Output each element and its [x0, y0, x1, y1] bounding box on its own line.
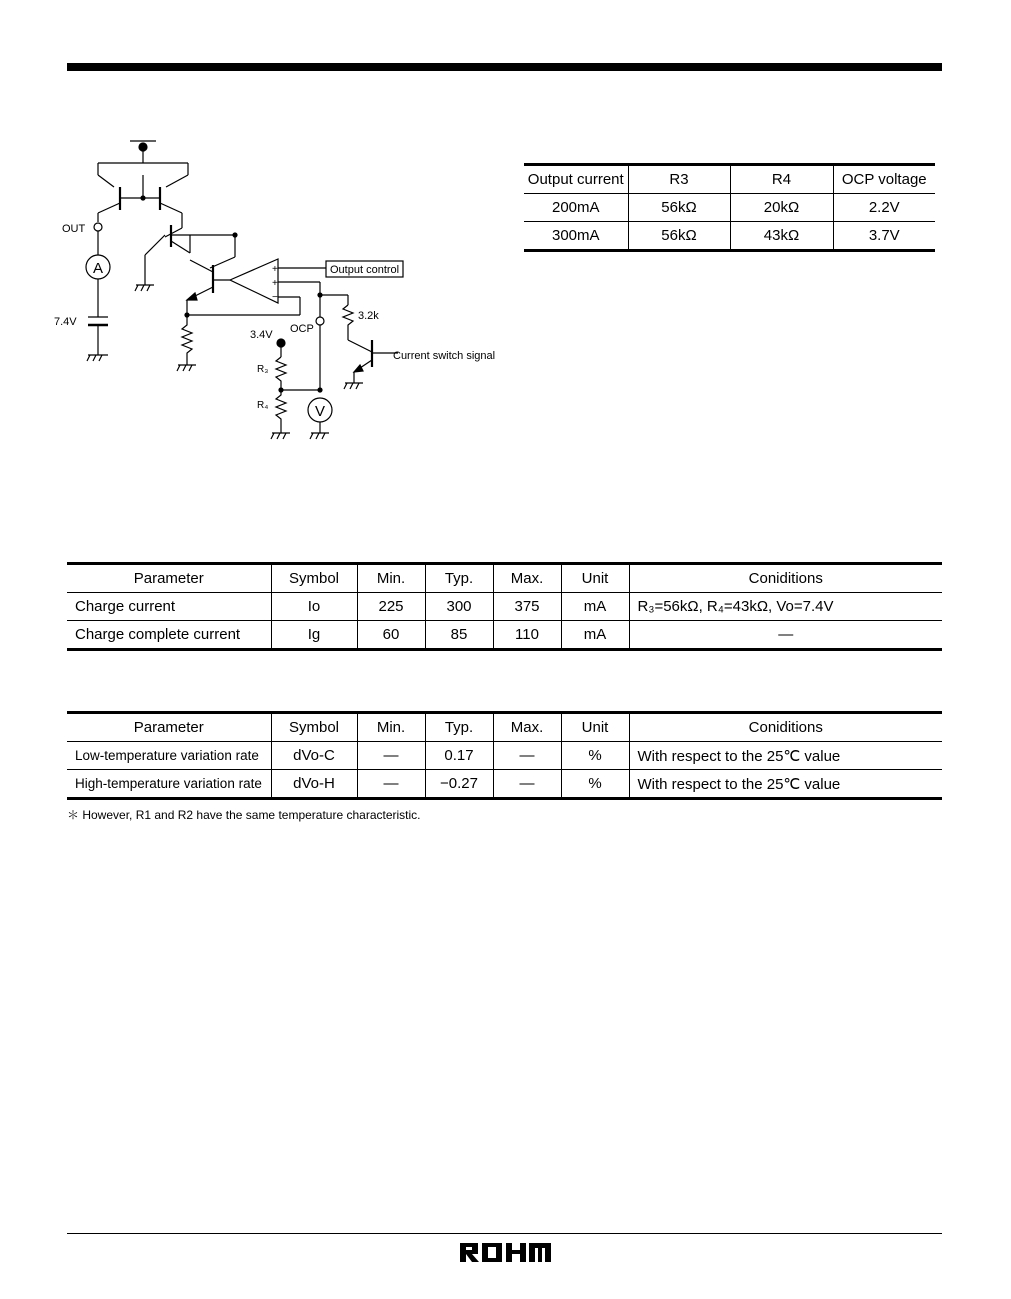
- header-unit: Unit: [561, 564, 629, 593]
- cell-unit: mA: [561, 593, 629, 621]
- header-r4: R4: [730, 165, 833, 194]
- footer-rule: [67, 1233, 942, 1234]
- header-min: Min.: [357, 713, 425, 742]
- table-header-row: [524, 165, 935, 194]
- cell-ocp-voltage: 3.7V: [833, 222, 935, 251]
- cell-conditions: R₃=56kΩ, R₄=43kΩ, Vo=7.4V: [629, 593, 942, 621]
- header-output-current: Output current: [527, 171, 624, 188]
- table-header-row: [67, 564, 942, 593]
- cell-output-current: 200mA: [551, 199, 600, 216]
- table-row: [524, 194, 935, 222]
- resistor-3-2k-label: 3.2k: [358, 310, 379, 322]
- header-ocp-voltage: OCP voltage: [833, 165, 935, 194]
- cell-conditions: With respect to the 25℃ value: [629, 770, 942, 799]
- cell-output-current: 300mA: [551, 227, 600, 244]
- cell-conditions: With respect to the 25℃ value: [629, 742, 942, 770]
- ocp-supply-label: 3.4V: [250, 329, 273, 341]
- cell-typ: 85: [425, 621, 493, 650]
- cell-parameter: Low-temperature variation rate: [75, 748, 259, 763]
- header-symbol: Symbol: [271, 564, 357, 593]
- cell-r3: 56kΩ: [628, 194, 730, 222]
- plus-input-2: +: [272, 278, 278, 289]
- current-switch-signal-label: Current switch signal: [393, 350, 496, 362]
- header-symbol: Symbol: [271, 713, 357, 742]
- cell-max: —: [493, 770, 561, 799]
- cell-min: 60: [357, 621, 425, 650]
- header-max: Max.: [493, 713, 561, 742]
- table-row: [67, 770, 942, 799]
- cell-r4: 43kΩ: [730, 222, 833, 251]
- cell-parameter: Charge complete current: [75, 626, 241, 643]
- cell-max: 110: [493, 621, 561, 650]
- header-min: Min.: [357, 564, 425, 593]
- cell-typ: −0.27: [425, 770, 493, 799]
- cell-unit: mA: [561, 621, 629, 650]
- plus-input-1: +: [272, 264, 278, 275]
- footnote: ＊ However, R1 and R2 have the same temperature characteristic.: [67, 808, 421, 822]
- cell-symbol: Io: [271, 593, 357, 621]
- header-rule: [67, 63, 942, 71]
- cell-typ: 300: [425, 593, 493, 621]
- cell-min: 225: [357, 593, 425, 621]
- table-header-row: [67, 713, 942, 742]
- minus-input: −: [272, 292, 278, 303]
- cell-ocp-voltage: 2.2V: [833, 194, 935, 222]
- voltmeter-label: V: [314, 403, 326, 420]
- out-label: OUT: [62, 223, 86, 235]
- cell-unit: %: [561, 770, 629, 799]
- charge-characteristics-table: [67, 562, 942, 651]
- ammeter-label: A: [92, 260, 104, 277]
- header-conditions: Coniditions: [629, 713, 942, 742]
- output-control-label: Output control: [330, 264, 400, 276]
- cell-unit: %: [561, 742, 629, 770]
- cell-min: —: [357, 742, 425, 770]
- cell-symbol: Ig: [271, 621, 357, 650]
- header-typ: Typ.: [425, 564, 493, 593]
- header-parameter: Parameter: [133, 719, 204, 736]
- cell-typ: 0.17: [425, 742, 493, 770]
- r3-label: R₃: [257, 364, 269, 375]
- rohm-logo: [458, 1240, 553, 1264]
- cell-parameter: High-temperature variation rate: [75, 776, 262, 791]
- cell-max: 375: [493, 593, 561, 621]
- header-parameter: Parameter: [133, 570, 204, 587]
- header-conditions: Coniditions: [629, 564, 942, 593]
- header-unit: Unit: [561, 713, 629, 742]
- cell-conditions: —: [629, 621, 942, 650]
- table-row: [67, 593, 942, 621]
- cell-symbol: dVo-C: [271, 742, 357, 770]
- temperature-characteristics-table: [67, 711, 942, 800]
- cell-r4: 20kΩ: [730, 194, 833, 222]
- test-circuit-diagram: [50, 135, 510, 455]
- header-r3: R3: [628, 165, 730, 194]
- header-typ: Typ.: [425, 713, 493, 742]
- r4-label: R₄: [257, 400, 269, 411]
- cell-symbol: dVo-H: [271, 770, 357, 799]
- cell-parameter: Charge current: [75, 598, 176, 615]
- header-max: Max.: [493, 564, 561, 593]
- table-row: [67, 742, 942, 770]
- cell-max: —: [493, 742, 561, 770]
- table-row: [524, 222, 935, 251]
- ocp-label: OCP: [290, 323, 314, 335]
- ocp-setting-table: [524, 163, 935, 252]
- cell-min: —: [357, 770, 425, 799]
- supply-voltage-label: 7.4V: [54, 316, 77, 328]
- cell-r3: 56kΩ: [628, 222, 730, 251]
- table-row: [67, 621, 942, 650]
